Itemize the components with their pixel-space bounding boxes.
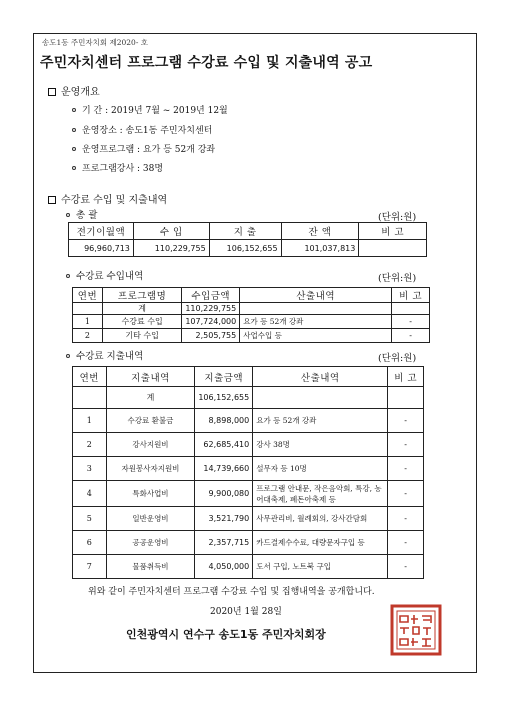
- carryover-value: 96,960,713: [69, 240, 134, 257]
- overview-place: 운영장소 : 송도1동 주민자치센터: [72, 123, 212, 136]
- bullet-icon: [72, 147, 76, 151]
- table-row: 2 기타 수입 2,505,755 사업수입 등 -: [73, 329, 430, 343]
- col-no: 연번: [73, 367, 107, 387]
- bullet-icon: [66, 213, 70, 217]
- expense-label: 수강료 지출내역: [66, 348, 143, 362]
- expense-header-row: [73, 367, 424, 387]
- overview-heading: 운영개요: [48, 83, 100, 98]
- col-carryover: 전기이월액: [69, 223, 134, 240]
- col-note: 비 고: [359, 223, 427, 240]
- overview-instructors: 프로그램강사 : 38명: [72, 161, 163, 174]
- bullet-icon: [72, 128, 76, 132]
- note-value: [359, 240, 427, 257]
- checkbox-square-icon: [48, 88, 56, 96]
- closing-statement: 위와 같이 주민자치센터 프로그램 수강료 수입 및 집행내역을 공개합니다.: [88, 587, 375, 597]
- table-row: 2 강사지원비 62,685,410 강사 38명 -: [73, 433, 424, 457]
- total-label: 계: [102, 303, 181, 315]
- table-row: 6 공공운영비 2,357,715 카드결제수수료, 대량문자구입 등 -: [73, 531, 424, 555]
- col-amount: 수입금액: [182, 288, 240, 303]
- official-seal-icon: [390, 604, 442, 656]
- issue-date: 2020년 1월 28일: [210, 607, 282, 617]
- col-income: 수 입: [133, 223, 209, 240]
- overview-programs: 운영프로그램 : 요가 등 52개 강좌: [72, 142, 215, 155]
- expense-total-row: [73, 387, 424, 409]
- expense-table: [72, 366, 424, 579]
- summary-label: 총 괄: [66, 207, 97, 221]
- total-amount: 106,152,655: [195, 387, 253, 409]
- bullet-icon: [72, 166, 76, 170]
- overview-period: 기 간 : 2019년 7월 ~ 2019년 12월: [72, 103, 228, 116]
- table-row: 3 자원봉사자지원비 14,739,660 설무자 등 10명 -: [73, 457, 424, 481]
- col-detail: 산출내역: [253, 367, 388, 387]
- total-label: 계: [106, 387, 195, 409]
- table-row: 1 수강료 수입 107,724,000 요가 등 52개 강좌 -: [73, 315, 430, 329]
- document-title: 주민자치센터 프로그램 수강료 수입 및 지출내역 공고: [40, 55, 373, 71]
- checkbox-square-icon: [48, 196, 56, 204]
- table-row: 7 물품취득비 4,050,000 도서 구입, 노트북 구입 -: [73, 555, 424, 579]
- bullet-icon: [72, 108, 76, 112]
- table-row: 5 일반운영비 3,521,790 사무관리비, 월례회의, 강사간담회 -: [73, 507, 424, 531]
- col-detail: 산출내역: [240, 288, 392, 303]
- bullet-icon: [66, 354, 70, 358]
- col-program: 프로그램명: [102, 288, 181, 303]
- income-table: [72, 287, 430, 343]
- bullet-icon: [66, 274, 70, 278]
- expense-unit: (단위:원): [378, 353, 417, 364]
- col-note: 비 고: [388, 367, 424, 387]
- signature-line: 인천광역시 연수구 송도1동 주민자치회장: [126, 628, 326, 641]
- col-expense: 지 출: [209, 223, 281, 240]
- col-expense-item: 지출내역: [106, 367, 195, 387]
- income-header-row: [73, 288, 430, 303]
- income-unit: (단위:원): [378, 273, 417, 284]
- finance-heading: 수강료 수입 및 지출내역: [48, 191, 167, 206]
- summary-data-row: [69, 240, 427, 257]
- income-value: 110,229,755: [133, 240, 209, 257]
- summary-table: [68, 222, 427, 257]
- income-label: 수강료 수입내역: [66, 268, 143, 282]
- col-amount: 지출금액: [195, 367, 253, 387]
- col-no: 연번: [73, 288, 103, 303]
- col-note: 비 고: [392, 288, 430, 303]
- table-row: 1 수강료 환불금 8,898,000 요가 등 52개 강좌 -: [73, 409, 424, 433]
- income-total-row: [73, 303, 430, 315]
- summary-header-row: [69, 223, 427, 240]
- document-number: 송도1동 주민자치회 제2020- 호: [42, 38, 148, 47]
- balance-value: 101,037,813: [281, 240, 359, 257]
- expense-value: 106,152,655: [209, 240, 281, 257]
- total-amount: 110,229,755: [182, 303, 240, 315]
- summary-unit: (단위:원): [378, 212, 417, 223]
- table-row: 4 특화사업비 9,900,080 프로그램 안내문, 작은음악회, 특강, 농어대축제, 폐돈아축제 등 -: [73, 481, 424, 507]
- col-balance: 잔 액: [281, 223, 359, 240]
